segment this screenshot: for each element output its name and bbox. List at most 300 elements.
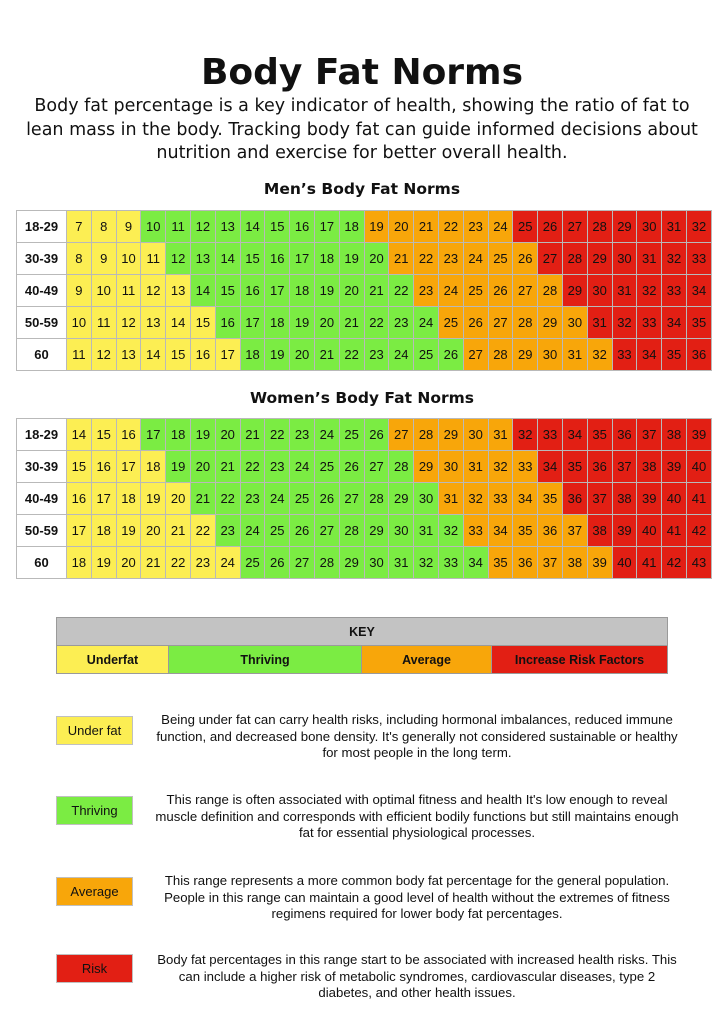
body-fat-cell: 24 [438, 275, 463, 307]
body-fat-cell: 13 [190, 243, 215, 275]
body-fat-cell: 19 [364, 211, 389, 243]
body-fat-cell: 32 [637, 275, 662, 307]
body-fat-cell: 25 [488, 243, 513, 275]
thriving-description: This range is often associated with optimal fitness and health It's low enough to reveal muscle definition and corresponds with efficient bodily functions but still maintains enough fat for essential physiological processes. [155, 792, 679, 840]
age-group-label: 50-59 [17, 307, 67, 339]
body-fat-cell: 21 [414, 211, 439, 243]
women-row [17, 483, 712, 515]
age-group-label: 40-49 [17, 483, 67, 515]
body-fat-cell: 22 [240, 451, 265, 483]
body-fat-cell: 19 [116, 515, 141, 547]
men-row [17, 339, 712, 371]
body-fat-cell: 21 [166, 515, 191, 547]
body-fat-cell: 29 [538, 307, 563, 339]
body-fat-cell: 16 [215, 307, 240, 339]
body-fat-cell: 24 [265, 483, 290, 515]
body-fat-cell: 36 [538, 515, 563, 547]
body-fat-cell: 18 [91, 515, 116, 547]
body-fat-cell: 15 [166, 339, 191, 371]
body-fat-cell: 30 [612, 243, 637, 275]
key-table [56, 617, 668, 674]
body-fat-cell: 9 [91, 243, 116, 275]
body-fat-cell: 13 [215, 211, 240, 243]
body-fat-cell: 28 [562, 243, 587, 275]
body-fat-cell: 31 [637, 243, 662, 275]
body-fat-cell: 29 [562, 275, 587, 307]
age-group-label: 30-39 [17, 451, 67, 483]
body-fat-cell: 14 [67, 419, 92, 451]
body-fat-cell: 29 [339, 547, 364, 579]
body-fat-cell: 11 [116, 275, 141, 307]
body-fat-cell: 16 [67, 483, 92, 515]
body-fat-cell: 28 [414, 419, 439, 451]
key-thriving: Thriving [169, 646, 362, 674]
age-group-label: 60 [17, 547, 67, 579]
men-row [17, 307, 712, 339]
men-row [17, 275, 712, 307]
body-fat-cell: 30 [562, 307, 587, 339]
body-fat-cell: 15 [91, 419, 116, 451]
body-fat-cell: 38 [662, 419, 687, 451]
body-fat-cell: 14 [215, 243, 240, 275]
body-fat-cell: 32 [686, 211, 711, 243]
body-fat-cell: 34 [662, 307, 687, 339]
body-fat-cell: 23 [438, 243, 463, 275]
body-fat-cell: 24 [488, 211, 513, 243]
body-fat-cell: 22 [166, 547, 191, 579]
body-fat-cell: 13 [116, 339, 141, 371]
body-fat-cell: 33 [662, 275, 687, 307]
body-fat-cell: 20 [141, 515, 166, 547]
body-fat-cell: 10 [67, 307, 92, 339]
age-group-label: 50-59 [17, 515, 67, 547]
body-fat-cell: 20 [364, 243, 389, 275]
body-fat-cell: 10 [116, 243, 141, 275]
age-group-label: 40-49 [17, 275, 67, 307]
body-fat-cell: 24 [389, 339, 414, 371]
body-fat-cell: 26 [463, 307, 488, 339]
body-fat-cell: 26 [364, 419, 389, 451]
body-fat-cell: 20 [166, 483, 191, 515]
body-fat-cell: 14 [240, 211, 265, 243]
body-fat-cell: 21 [190, 483, 215, 515]
body-fat-cell: 11 [91, 307, 116, 339]
body-fat-cell: 19 [339, 243, 364, 275]
body-fat-cell: 29 [438, 419, 463, 451]
body-fat-cell: 15 [265, 211, 290, 243]
underfat-description: Being under fat can carry health risks, including hormonal imbalances, reduced immune function, and decreased bone density. It's generally not considered sustainable or healthy for most people in the long term. [156, 712, 678, 760]
average-description: This range represents a more common body fat percentage for the general population. People in this range can maintain a good level of health without the extremes of fitness regimens required for lower body fat percentages. [164, 873, 670, 921]
body-fat-cell: 31 [662, 211, 687, 243]
body-fat-cell: 21 [339, 307, 364, 339]
body-fat-cell: 36 [612, 419, 637, 451]
body-fat-cell: 35 [562, 451, 587, 483]
body-fat-cell: 31 [463, 451, 488, 483]
body-fat-cell: 35 [662, 339, 687, 371]
body-fat-cell: 17 [240, 307, 265, 339]
body-fat-cell: 32 [587, 339, 612, 371]
body-fat-cell: 17 [290, 243, 315, 275]
body-fat-cell: 18 [290, 275, 315, 307]
body-fat-cell: 38 [587, 515, 612, 547]
body-fat-cell: 20 [290, 339, 315, 371]
body-fat-cell: 24 [290, 451, 315, 483]
body-fat-cell: 23 [190, 547, 215, 579]
body-fat-cell: 40 [662, 483, 687, 515]
key-heading: KEY [57, 618, 668, 646]
body-fat-cell: 26 [538, 211, 563, 243]
body-fat-cell: 25 [265, 515, 290, 547]
key-underfat: Underfat [57, 646, 169, 674]
body-fat-cell: 26 [265, 547, 290, 579]
body-fat-cell: 32 [488, 451, 513, 483]
body-fat-cell: 7 [67, 211, 92, 243]
body-fat-cell: 25 [314, 451, 339, 483]
body-fat-cell: 32 [612, 307, 637, 339]
body-fat-cell: 32 [463, 483, 488, 515]
body-fat-cell: 33 [637, 307, 662, 339]
body-fat-cell: 27 [562, 211, 587, 243]
body-fat-cell: 21 [389, 243, 414, 275]
body-fat-cell: 24 [240, 515, 265, 547]
body-fat-cell: 12 [141, 275, 166, 307]
body-fat-cell: 36 [513, 547, 538, 579]
body-fat-cell: 11 [166, 211, 191, 243]
body-fat-cell: 40 [612, 547, 637, 579]
body-fat-cell: 13 [166, 275, 191, 307]
body-fat-cell: 39 [662, 451, 687, 483]
body-fat-cell: 22 [215, 483, 240, 515]
body-fat-cell: 27 [339, 483, 364, 515]
body-fat-cell: 34 [463, 547, 488, 579]
body-fat-cell: 26 [488, 275, 513, 307]
body-fat-cell: 8 [67, 243, 92, 275]
body-fat-cell: 30 [637, 211, 662, 243]
body-fat-cell: 27 [314, 515, 339, 547]
women-body-fat-table [16, 418, 712, 579]
body-fat-cell: 33 [513, 451, 538, 483]
body-fat-cell: 38 [612, 483, 637, 515]
body-fat-cell: 28 [364, 483, 389, 515]
women-row [17, 451, 712, 483]
body-fat-cell: 26 [314, 483, 339, 515]
body-fat-cell: 22 [364, 307, 389, 339]
body-fat-cell: 33 [488, 483, 513, 515]
body-fat-cell: 20 [339, 275, 364, 307]
body-fat-cell: 29 [513, 339, 538, 371]
body-fat-cell: 43 [686, 547, 711, 579]
body-fat-cell: 41 [686, 483, 711, 515]
body-fat-cell: 39 [587, 547, 612, 579]
body-fat-cell: 30 [364, 547, 389, 579]
body-fat-cell: 9 [67, 275, 92, 307]
body-fat-cell: 19 [314, 275, 339, 307]
body-fat-cell: 23 [364, 339, 389, 371]
body-fat-cell: 33 [463, 515, 488, 547]
men-row [17, 211, 712, 243]
body-fat-cell: 37 [562, 515, 587, 547]
body-fat-cell: 31 [438, 483, 463, 515]
body-fat-cell: 31 [587, 307, 612, 339]
body-fat-cell: 31 [562, 339, 587, 371]
body-fat-cell: 21 [314, 339, 339, 371]
body-fat-cell: 39 [637, 483, 662, 515]
body-fat-cell: 36 [562, 483, 587, 515]
body-fat-cell: 12 [190, 211, 215, 243]
body-fat-cell: 17 [116, 451, 141, 483]
body-fat-cell: 12 [91, 339, 116, 371]
body-fat-cell: 33 [538, 419, 563, 451]
body-fat-cell: 28 [538, 275, 563, 307]
body-fat-cell: 35 [686, 307, 711, 339]
body-fat-cell: 16 [290, 211, 315, 243]
age-group-label: 18-29 [17, 211, 67, 243]
body-fat-cell: 18 [265, 307, 290, 339]
key-risk: Increase Risk Factors [492, 646, 668, 674]
page-title: Body Fat Norms [200, 52, 523, 93]
underfat-swatch: Under fat [56, 716, 133, 745]
body-fat-cell: 24 [414, 307, 439, 339]
body-fat-cell: 19 [141, 483, 166, 515]
body-fat-cell: 12 [116, 307, 141, 339]
body-fat-cell: 14 [190, 275, 215, 307]
body-fat-cell: 17 [314, 211, 339, 243]
body-fat-cell: 17 [141, 419, 166, 451]
body-fat-cell: 28 [587, 211, 612, 243]
body-fat-cell: 26 [290, 515, 315, 547]
body-fat-cell: 18 [141, 451, 166, 483]
body-fat-cell: 19 [265, 339, 290, 371]
body-fat-cell: 26 [513, 243, 538, 275]
average-swatch: Average [56, 877, 133, 906]
body-fat-cell: 19 [290, 307, 315, 339]
body-fat-cell: 27 [513, 275, 538, 307]
body-fat-cell: 34 [562, 419, 587, 451]
body-fat-cell: 40 [637, 515, 662, 547]
body-fat-cell: 19 [190, 419, 215, 451]
body-fat-cell: 38 [637, 451, 662, 483]
risk-swatch: Risk [56, 954, 133, 983]
risk-description: Body fat percentages in this range start to be associated with increased health risks. This can include a higher risk of metabolic syndromes, cardiovascular diseases, type 2 diabetes, and other health issues. [157, 952, 677, 1000]
body-fat-cell: 27 [538, 243, 563, 275]
body-fat-cell: 35 [513, 515, 538, 547]
women-row [17, 515, 712, 547]
body-fat-cell: 18 [166, 419, 191, 451]
intro-paragraph: Body fat percentage is a key indicator of health, showing the ratio of fat to lean mass in the body. Tracking body fat can guide informed decisions about nutrition and exercise for better overall health. [26, 96, 698, 163]
body-fat-cell: 20 [314, 307, 339, 339]
body-fat-cell: 11 [67, 339, 92, 371]
body-fat-cell: 35 [587, 419, 612, 451]
body-fat-cell: 29 [414, 451, 439, 483]
body-fat-cell: 38 [562, 547, 587, 579]
body-fat-cell: 30 [389, 515, 414, 547]
body-fat-cell: 18 [240, 339, 265, 371]
body-fat-cell: 31 [612, 275, 637, 307]
body-fat-cell: 19 [166, 451, 191, 483]
body-fat-cell: 37 [538, 547, 563, 579]
body-fat-cell: 42 [662, 547, 687, 579]
body-fat-cell: 32 [438, 515, 463, 547]
women-row [17, 547, 712, 579]
body-fat-cell: 26 [438, 339, 463, 371]
body-fat-cell: 15 [67, 451, 92, 483]
body-fat-cell: 16 [91, 451, 116, 483]
body-fat-cell: 23 [265, 451, 290, 483]
body-fat-cell: 34 [488, 515, 513, 547]
body-fat-cell: 15 [240, 243, 265, 275]
body-fat-cell: 39 [612, 515, 637, 547]
body-fat-cell: 22 [265, 419, 290, 451]
body-fat-cell: 34 [538, 451, 563, 483]
body-fat-cell: 30 [538, 339, 563, 371]
body-fat-cell: 29 [612, 211, 637, 243]
body-fat-cell: 32 [662, 243, 687, 275]
body-fat-cell: 30 [438, 451, 463, 483]
body-fat-cell: 37 [637, 419, 662, 451]
body-fat-cell: 15 [215, 275, 240, 307]
body-fat-cell: 17 [265, 275, 290, 307]
body-fat-cell: 25 [339, 419, 364, 451]
body-fat-cell: 33 [686, 243, 711, 275]
body-fat-cell: 29 [389, 483, 414, 515]
men-row [17, 243, 712, 275]
body-fat-cell: 17 [215, 339, 240, 371]
body-fat-cell: 22 [190, 515, 215, 547]
body-fat-cell: 24 [463, 243, 488, 275]
body-fat-cell: 16 [240, 275, 265, 307]
body-fat-cell: 24 [215, 547, 240, 579]
body-fat-cell: 25 [513, 211, 538, 243]
body-fat-cell: 34 [513, 483, 538, 515]
body-fat-cell: 31 [414, 515, 439, 547]
body-fat-cell: 29 [364, 515, 389, 547]
body-fat-cell: 25 [240, 547, 265, 579]
body-fat-cell: 22 [438, 211, 463, 243]
key-average: Average [362, 646, 492, 674]
thriving-swatch: Thriving [56, 796, 133, 825]
body-fat-cell: 18 [67, 547, 92, 579]
body-fat-cell: 21 [240, 419, 265, 451]
body-fat-cell: 8 [91, 211, 116, 243]
body-fat-cell: 39 [686, 419, 711, 451]
body-fat-cell: 25 [290, 483, 315, 515]
body-fat-cell: 20 [389, 211, 414, 243]
body-fat-cell: 28 [488, 339, 513, 371]
body-fat-cell: 27 [389, 419, 414, 451]
body-fat-cell: 24 [314, 419, 339, 451]
body-fat-cell: 27 [488, 307, 513, 339]
body-fat-cell: 30 [463, 419, 488, 451]
body-fat-cell: 18 [116, 483, 141, 515]
body-fat-cell: 9 [116, 211, 141, 243]
body-fat-cell: 32 [513, 419, 538, 451]
body-fat-cell: 16 [190, 339, 215, 371]
body-fat-cell: 25 [463, 275, 488, 307]
men-section-heading: Men’s Body Fat Norms [263, 180, 461, 198]
body-fat-cell: 23 [215, 515, 240, 547]
body-fat-cell: 23 [463, 211, 488, 243]
body-fat-cell: 28 [339, 515, 364, 547]
body-fat-cell: 10 [91, 275, 116, 307]
body-fat-cell: 29 [587, 243, 612, 275]
body-fat-cell: 20 [116, 547, 141, 579]
body-fat-cell: 31 [389, 547, 414, 579]
body-fat-cell: 28 [513, 307, 538, 339]
body-fat-cell: 37 [587, 483, 612, 515]
body-fat-cell: 40 [686, 451, 711, 483]
age-group-label: 18-29 [17, 419, 67, 451]
body-fat-cell: 27 [290, 547, 315, 579]
body-fat-cell: 33 [438, 547, 463, 579]
body-fat-cell: 15 [190, 307, 215, 339]
body-fat-cell: 35 [488, 547, 513, 579]
body-fat-cell: 14 [166, 307, 191, 339]
body-fat-cell: 28 [389, 451, 414, 483]
body-fat-cell: 34 [686, 275, 711, 307]
body-fat-cell: 23 [240, 483, 265, 515]
body-fat-cell: 34 [637, 339, 662, 371]
body-fat-cell: 31 [488, 419, 513, 451]
body-fat-cell: 21 [364, 275, 389, 307]
men-body-fat-table [16, 210, 712, 371]
body-fat-cell: 14 [141, 339, 166, 371]
body-fat-cell: 36 [686, 339, 711, 371]
body-fat-cell: 21 [215, 451, 240, 483]
body-fat-cell: 25 [438, 307, 463, 339]
body-fat-cell: 27 [364, 451, 389, 483]
body-fat-cell: 20 [215, 419, 240, 451]
body-fat-cell: 30 [587, 275, 612, 307]
body-fat-cell: 22 [339, 339, 364, 371]
body-fat-cell: 16 [265, 243, 290, 275]
body-fat-cell: 23 [290, 419, 315, 451]
body-fat-cell: 16 [116, 419, 141, 451]
women-row [17, 419, 712, 451]
women-section-heading: Women’s Body Fat Norms [249, 389, 475, 407]
body-fat-cell: 19 [91, 547, 116, 579]
body-fat-cell: 23 [389, 307, 414, 339]
body-fat-cell: 32 [414, 547, 439, 579]
body-fat-cell: 41 [662, 515, 687, 547]
body-fat-cell: 28 [314, 547, 339, 579]
body-fat-cell: 12 [166, 243, 191, 275]
body-fat-cell: 41 [637, 547, 662, 579]
body-fat-cell: 25 [414, 339, 439, 371]
body-fat-cell: 18 [339, 211, 364, 243]
body-fat-cell: 22 [389, 275, 414, 307]
body-fat-cell: 10 [141, 211, 166, 243]
body-fat-cell: 17 [91, 483, 116, 515]
body-fat-cell: 20 [190, 451, 215, 483]
body-fat-cell: 30 [414, 483, 439, 515]
body-fat-cell: 36 [587, 451, 612, 483]
age-group-label: 30-39 [17, 243, 67, 275]
body-fat-cell: 13 [141, 307, 166, 339]
body-fat-cell: 17 [67, 515, 92, 547]
body-fat-cell: 42 [686, 515, 711, 547]
age-group-label: 60 [17, 339, 67, 371]
body-fat-cell: 27 [463, 339, 488, 371]
body-fat-cell: 37 [612, 451, 637, 483]
body-fat-cell: 11 [141, 243, 166, 275]
body-fat-cell: 33 [612, 339, 637, 371]
body-fat-cell: 22 [414, 243, 439, 275]
body-fat-cell: 35 [538, 483, 563, 515]
body-fat-cell: 26 [339, 451, 364, 483]
body-fat-cell: 23 [414, 275, 439, 307]
body-fat-cell: 21 [141, 547, 166, 579]
body-fat-cell: 18 [314, 243, 339, 275]
